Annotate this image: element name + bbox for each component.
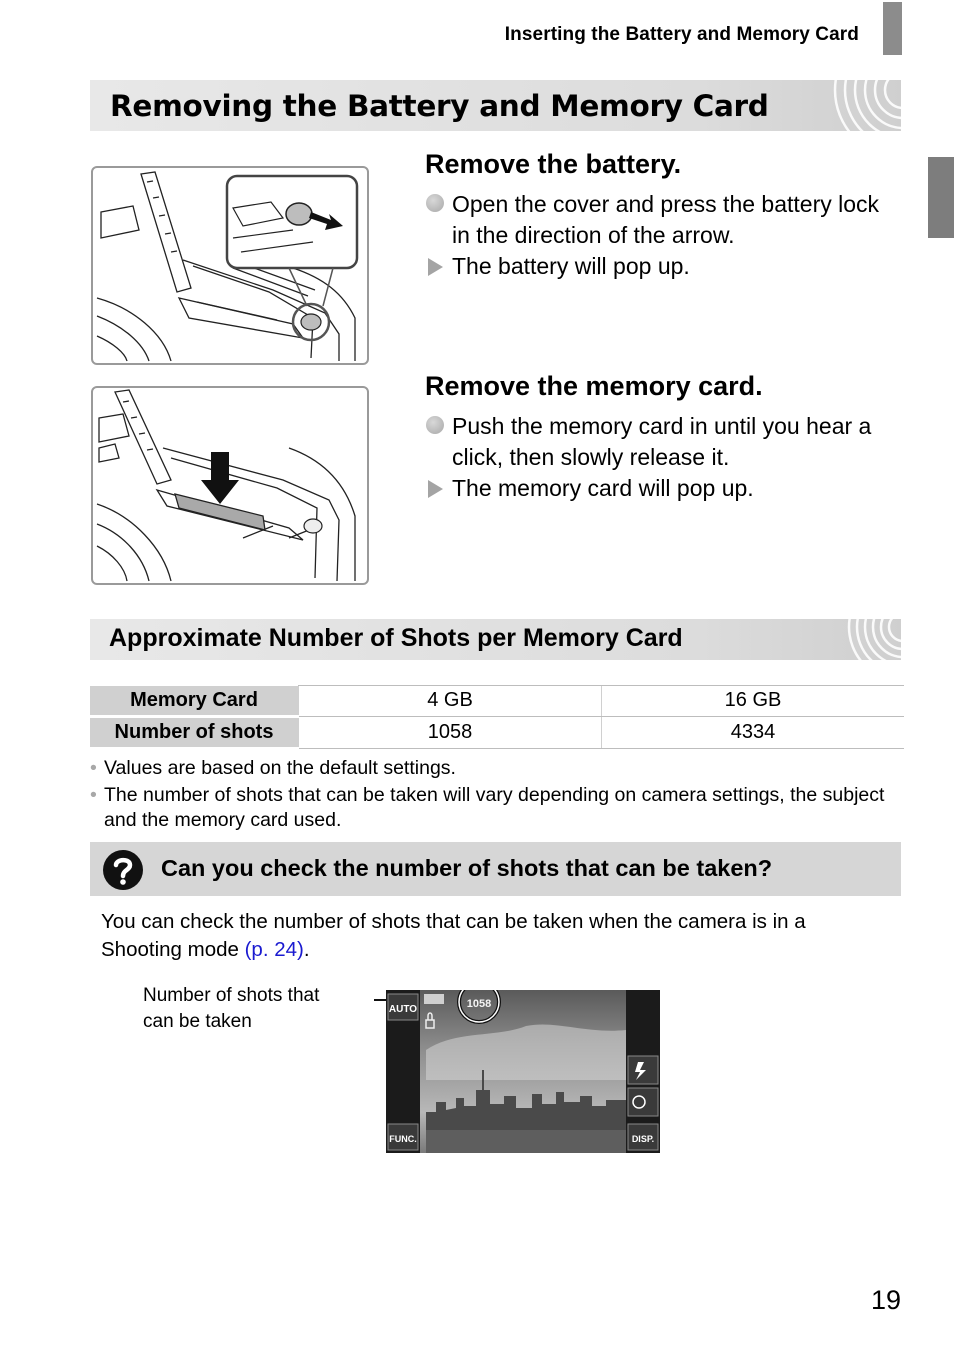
question-title: Can you check the number of shots that can be taken? [161, 855, 773, 881]
page-reference-link[interactable]: (p. 24) [244, 938, 304, 961]
step-heading: Remove the battery. [425, 149, 682, 179]
result-line [425, 473, 905, 504]
triangle-bullet-icon [428, 480, 443, 498]
action-text: in the direction of the arrow. [452, 222, 735, 248]
row-header: Number of shots [90, 716, 299, 748]
list-item [90, 756, 890, 781]
battery-indicator-icon [424, 994, 444, 1004]
triangle-bullet-icon [428, 258, 443, 276]
paragraph-text: You can check the number of shots that can be taken when the camera is in a [101, 910, 806, 933]
circle-bullet-icon [426, 416, 444, 434]
row-header: Memory Card [90, 686, 299, 717]
table-row [90, 716, 904, 748]
note-text: Values are based on the default settings. [104, 757, 456, 779]
section-title-bar [90, 80, 901, 131]
section-title: Approximate Number of Shots per Memory Card [109, 624, 683, 652]
step-heading: Remove the memory card. [425, 371, 763, 401]
swirl-decoration-icon [811, 80, 901, 131]
battery-removal-illustration [91, 166, 369, 365]
section-title-bar [90, 619, 901, 660]
page-number: 19 [870, 1285, 901, 1315]
action-text: Push the memory card in until you hear a [452, 413, 872, 439]
notes-list [90, 756, 890, 835]
camera-battery-icon [93, 168, 367, 363]
table-cell: 16 GB [602, 686, 905, 717]
shot-count-readout: 1058 [466, 998, 492, 1010]
action-line-continued [425, 442, 905, 473]
table-cell: 1058 [299, 716, 602, 748]
step-remove-battery [425, 149, 905, 282]
memory-card-removal-illustration [91, 386, 369, 585]
list-item [90, 783, 890, 833]
action-line [425, 411, 905, 442]
camera-screen-image [386, 990, 660, 1153]
lcd-screen [386, 990, 660, 1153]
bullet-dot-icon: • [90, 784, 97, 806]
result-text: The memory card will pop up. [452, 475, 754, 501]
step-remove-memory-card [425, 371, 905, 504]
disp-label: DISP. [631, 1134, 655, 1144]
explanation-paragraph [101, 908, 901, 964]
bullet-dot-icon: • [90, 757, 97, 779]
table-row [90, 686, 904, 717]
note-text: The number of shots that can be taken will vary depending on camera settings, the subject and the memory card used. [104, 784, 885, 831]
result-text: The battery will pop up. [452, 253, 690, 279]
chapter-side-tab [928, 157, 954, 238]
question-mark-icon [102, 849, 144, 891]
callout-label [143, 983, 363, 1035]
callout-text: Number of shots that [143, 985, 320, 1006]
paragraph-text: Shooting mode [101, 938, 245, 961]
table-cell: 4 GB [299, 686, 602, 717]
paragraph-text: . [303, 938, 310, 961]
table-cell: 4334 [602, 716, 905, 748]
func-label: FUNC. [389, 1134, 417, 1144]
header-tab [883, 2, 902, 55]
running-header: Inserting the Battery and Memory Card [504, 24, 859, 45]
mode-label: AUTO [388, 1004, 418, 1015]
result-line [425, 251, 905, 282]
camera-memory-card-icon [93, 388, 367, 583]
circle-bullet-icon [426, 194, 444, 212]
section-title: Removing the Battery and Memory Card [110, 89, 769, 123]
question-bar [90, 842, 901, 896]
action-line-continued [425, 220, 905, 251]
action-text: Open the cover and press the battery lock [452, 191, 880, 217]
callout-text: can be taken [143, 1011, 252, 1032]
shots-table [90, 685, 904, 750]
action-line [425, 189, 905, 220]
action-text: click, then slowly release it. [452, 444, 730, 470]
swirl-decoration-icon [831, 619, 901, 660]
